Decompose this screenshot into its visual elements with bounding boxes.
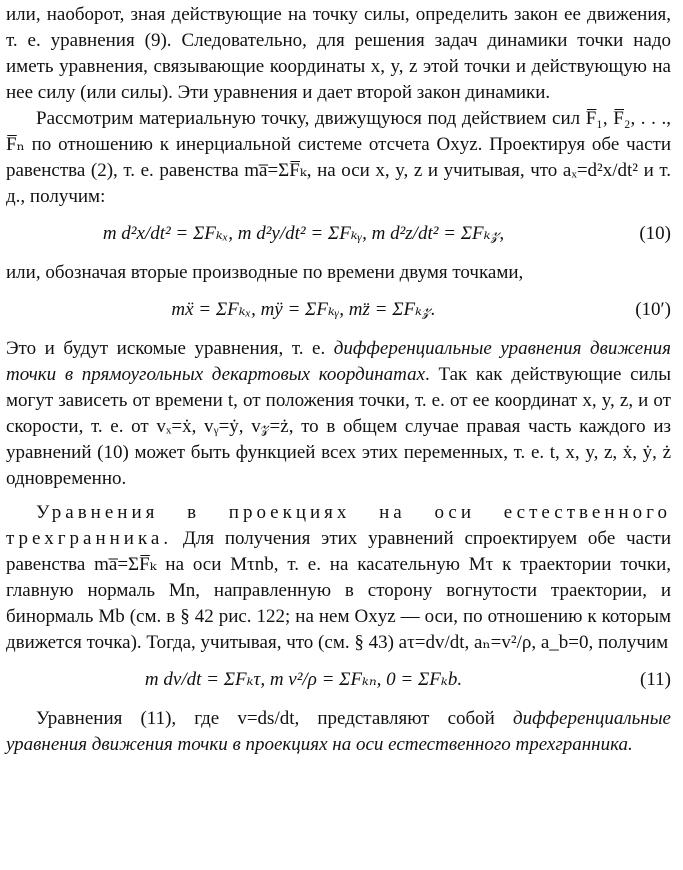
term-natural-equations: дифференциальные уравнения движения точки в проекциях на оси естественного трехгранника. xyxy=(6,708,671,755)
paragraph-cartesian-start: Это и будут искомые уравнения, т. е. xyxy=(6,338,334,359)
paragraph-conclusion-start: Уравнения (11), где v=ds/dt, представляют собой xyxy=(36,708,513,729)
equation-10-prime xyxy=(6,288,671,332)
paragraph-material-point: Рассмотрим материальную точку, движущуюся под действием сил F̅₁, F̅₂, . . ., F̅ₙ по отношению к инерциальной системе отсчета Oxyz. Проектируя обе части равенства (2), т. е. равенства ma̅=ΣF̅ₖ, на оси x, y, z и учитывая, что aₓ=d²x/dt² и т. д., получим: xyxy=(6,108,671,207)
equation-10-body: m d²x/dt² = ΣFₖₓ, m d²y/dt² = ΣFₖᵧ, m d²z/dt² = ΣFₖ𝓏, xyxy=(102,223,505,244)
equation-10-prime-number: (10′) xyxy=(635,299,671,320)
equation-11-number: (11) xyxy=(640,669,671,690)
equation-11-body: m dv/dt = ΣFₖτ, m v²/ρ = ΣFₖₙ, 0 = ΣFₖb. xyxy=(144,669,463,690)
equation-10-number: (10) xyxy=(639,223,671,244)
equation-11 xyxy=(6,658,671,702)
paragraph-natural-axes-text: Для получения этих уравнений спроектируем обе части равенства ma̅=ΣF̅ₖ на оси Mτnb, т. е. на касательную Mτ к траектории точки, главную нормаль Mn, направленную в сторону вогнутости траектории, и бинормаль Mb (см. в § 42 рис. 122; на нем Oxyz — оси, по отношению к которым движется точка). Тогда, учитывая, что (см. § 43) aτ=dv/dt, aₙ=v²/ρ, a_b=0, получим xyxy=(6,528,671,653)
paragraph-cartesian-rest: . Так как действующие силы могут зависеть от времени t, от положения точки, т. е. от ее координат x, y, z, и от скорости, т. е. от vₓ=ẋ, vᵧ=ẏ, v𝓏=ż, то в общем случае правая часть каждого из уравнений (10) может быть функцией всех этих переменных, т. е. t, x, y, z, ẋ, ẏ, ż одновременно. xyxy=(6,364,671,489)
term-cartesian-equations: дифференциальные уравнения движения точки в прямоугольных декартовых координатах xyxy=(6,338,671,385)
section-heading-natural-axes: Уравнения в проекциях на оси естественного трехгранника. xyxy=(6,502,671,549)
paragraph-intro: или, наоборот, зная действующие на точку силы, определить закон ее движения, т. е. уравнения (9). Следовательно, для решения задач динамики точки надо иметь уравнения, связывающие координаты x, y, z этой точки и действующую на нее силу (или силы). Эти уравнения и дает второй закон динамики. xyxy=(6,4,671,103)
paragraph-cartesian xyxy=(6,336,671,492)
equation-10-prime-body: mẍ = ΣFₖₓ, mÿ = ΣFₖᵧ, mz̈ = ΣFₖ𝓏. xyxy=(171,299,436,320)
paragraph-natural-axes xyxy=(6,500,671,656)
page xyxy=(6,2,671,758)
equation-10 xyxy=(6,212,671,256)
paragraph-conclusion xyxy=(6,706,671,758)
paragraph-dots-notation: или, обозначая вторые производные по времени двумя точками, xyxy=(6,262,524,283)
